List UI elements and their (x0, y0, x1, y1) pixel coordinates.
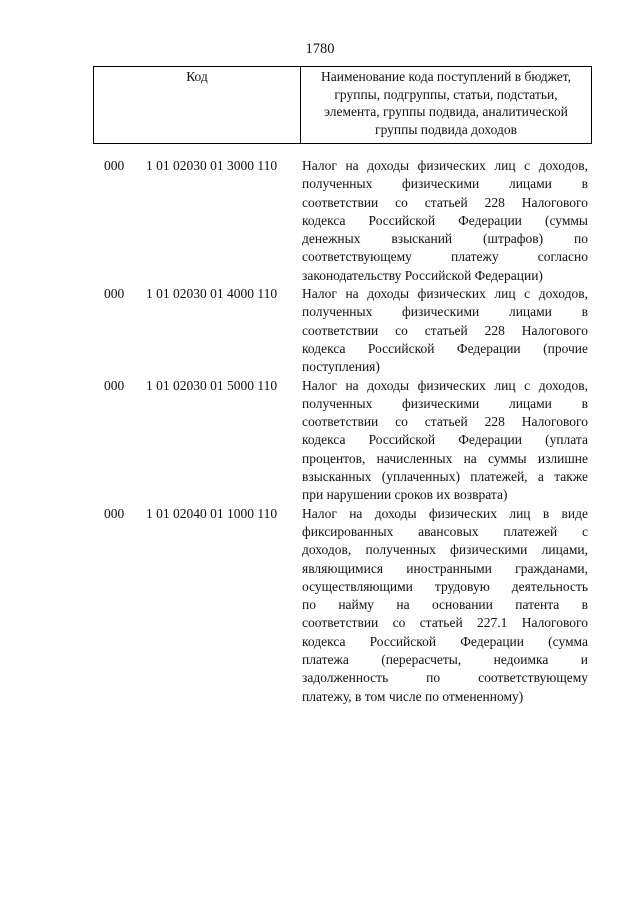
description-line: полученных физическими лицами в (302, 176, 588, 192)
income-code: 1 01 02030 01 4000 110 (146, 286, 278, 302)
header-name-cell (301, 67, 592, 144)
income-description (302, 285, 588, 376)
admin-code: 000 (104, 505, 125, 521)
description-line: денежных взысканий (штрафов) по (302, 231, 588, 247)
description-line: Налог на доходы физических лиц в виде (302, 505, 588, 521)
header-table (93, 66, 592, 144)
header-code-cell (94, 67, 301, 144)
description-line: платежу, в том числе по отмененному) (302, 688, 524, 704)
header-name-line: группы подвида доходов (375, 121, 517, 137)
header-name-line: элемента, группы подвида, аналитической (324, 104, 568, 119)
description-line: соответствующему платежу согласно (302, 249, 588, 265)
description-line: доходов, полученных физическими лицами, (302, 542, 588, 558)
description-line: соответствии со статьей 227.1 Налогового (302, 615, 588, 631)
description-line: кодекса Российской Федерации (суммы (302, 212, 588, 228)
description-line: поступления) (302, 359, 380, 375)
description-line: законодательству Российской Федерации) (302, 267, 543, 283)
description-line: процентов, начисленных на суммы излишне (302, 450, 588, 466)
income-codes-list (0, 157, 640, 706)
description-line: задолженность по соответствующему (302, 670, 588, 686)
header-code-label: Код (186, 69, 208, 84)
income-description (302, 505, 588, 706)
description-line: кодекса Российской Федерации (сумма (302, 633, 588, 649)
description-line: по найму на основании патента в (302, 597, 588, 613)
income-code-row (0, 157, 640, 285)
description-line: осуществляющими трудовую деятельность (302, 578, 588, 594)
description-line: кодекса Российской Федерации (прочие (302, 340, 588, 356)
income-code: 1 01 02030 01 3000 110 (146, 158, 278, 173)
description-line: соответствии со статьей 228 Налогового (302, 322, 588, 338)
header-name-line: группы, подгруппы, статьи, подстатьи, (334, 86, 558, 102)
income-description (302, 157, 588, 285)
description-line: фиксированных авансовых платежей с (302, 523, 588, 539)
description-line: платежа (перерасчеты, недоимка и (302, 652, 588, 668)
description-line: Налог на доходы физических лиц с доходов, (302, 286, 588, 302)
income-code: 1 01 02030 01 5000 110 (146, 377, 278, 393)
admin-code: 000 (104, 286, 125, 302)
description-line: Налог на доходы физических лиц с доходов, (302, 377, 588, 393)
header-row (94, 67, 592, 144)
description-line: Налог на доходы физических лиц с доходов, (302, 158, 588, 173)
description-line: полученных физическими лицами в (302, 304, 588, 320)
income-code-row (0, 285, 640, 376)
admin-code: 000 (104, 158, 125, 173)
income-code-row (0, 505, 640, 706)
description-line: являющимися иностранными гражданами, (302, 560, 588, 576)
income-code: 1 01 02040 01 1000 110 (146, 505, 278, 521)
description-line: полученных физическими лицами в (302, 395, 588, 411)
income-code-row (0, 377, 640, 505)
description-line: кодекса Российской Федерации (уплата (302, 432, 588, 448)
page-number: 1780 (305, 41, 335, 57)
description-line: соответствии со статьей 228 Налогового (302, 194, 588, 210)
income-description (302, 377, 588, 505)
header-name-line: Наименование кода поступлений в бюджет, (320, 69, 571, 84)
description-line: при нарушении сроков их возврата) (302, 487, 508, 503)
description-line: взысканных (уплаченных) платежей, а также (302, 469, 588, 485)
admin-code: 000 (104, 377, 125, 393)
description-line: соответствии со статьей 228 Налогового (302, 414, 588, 430)
